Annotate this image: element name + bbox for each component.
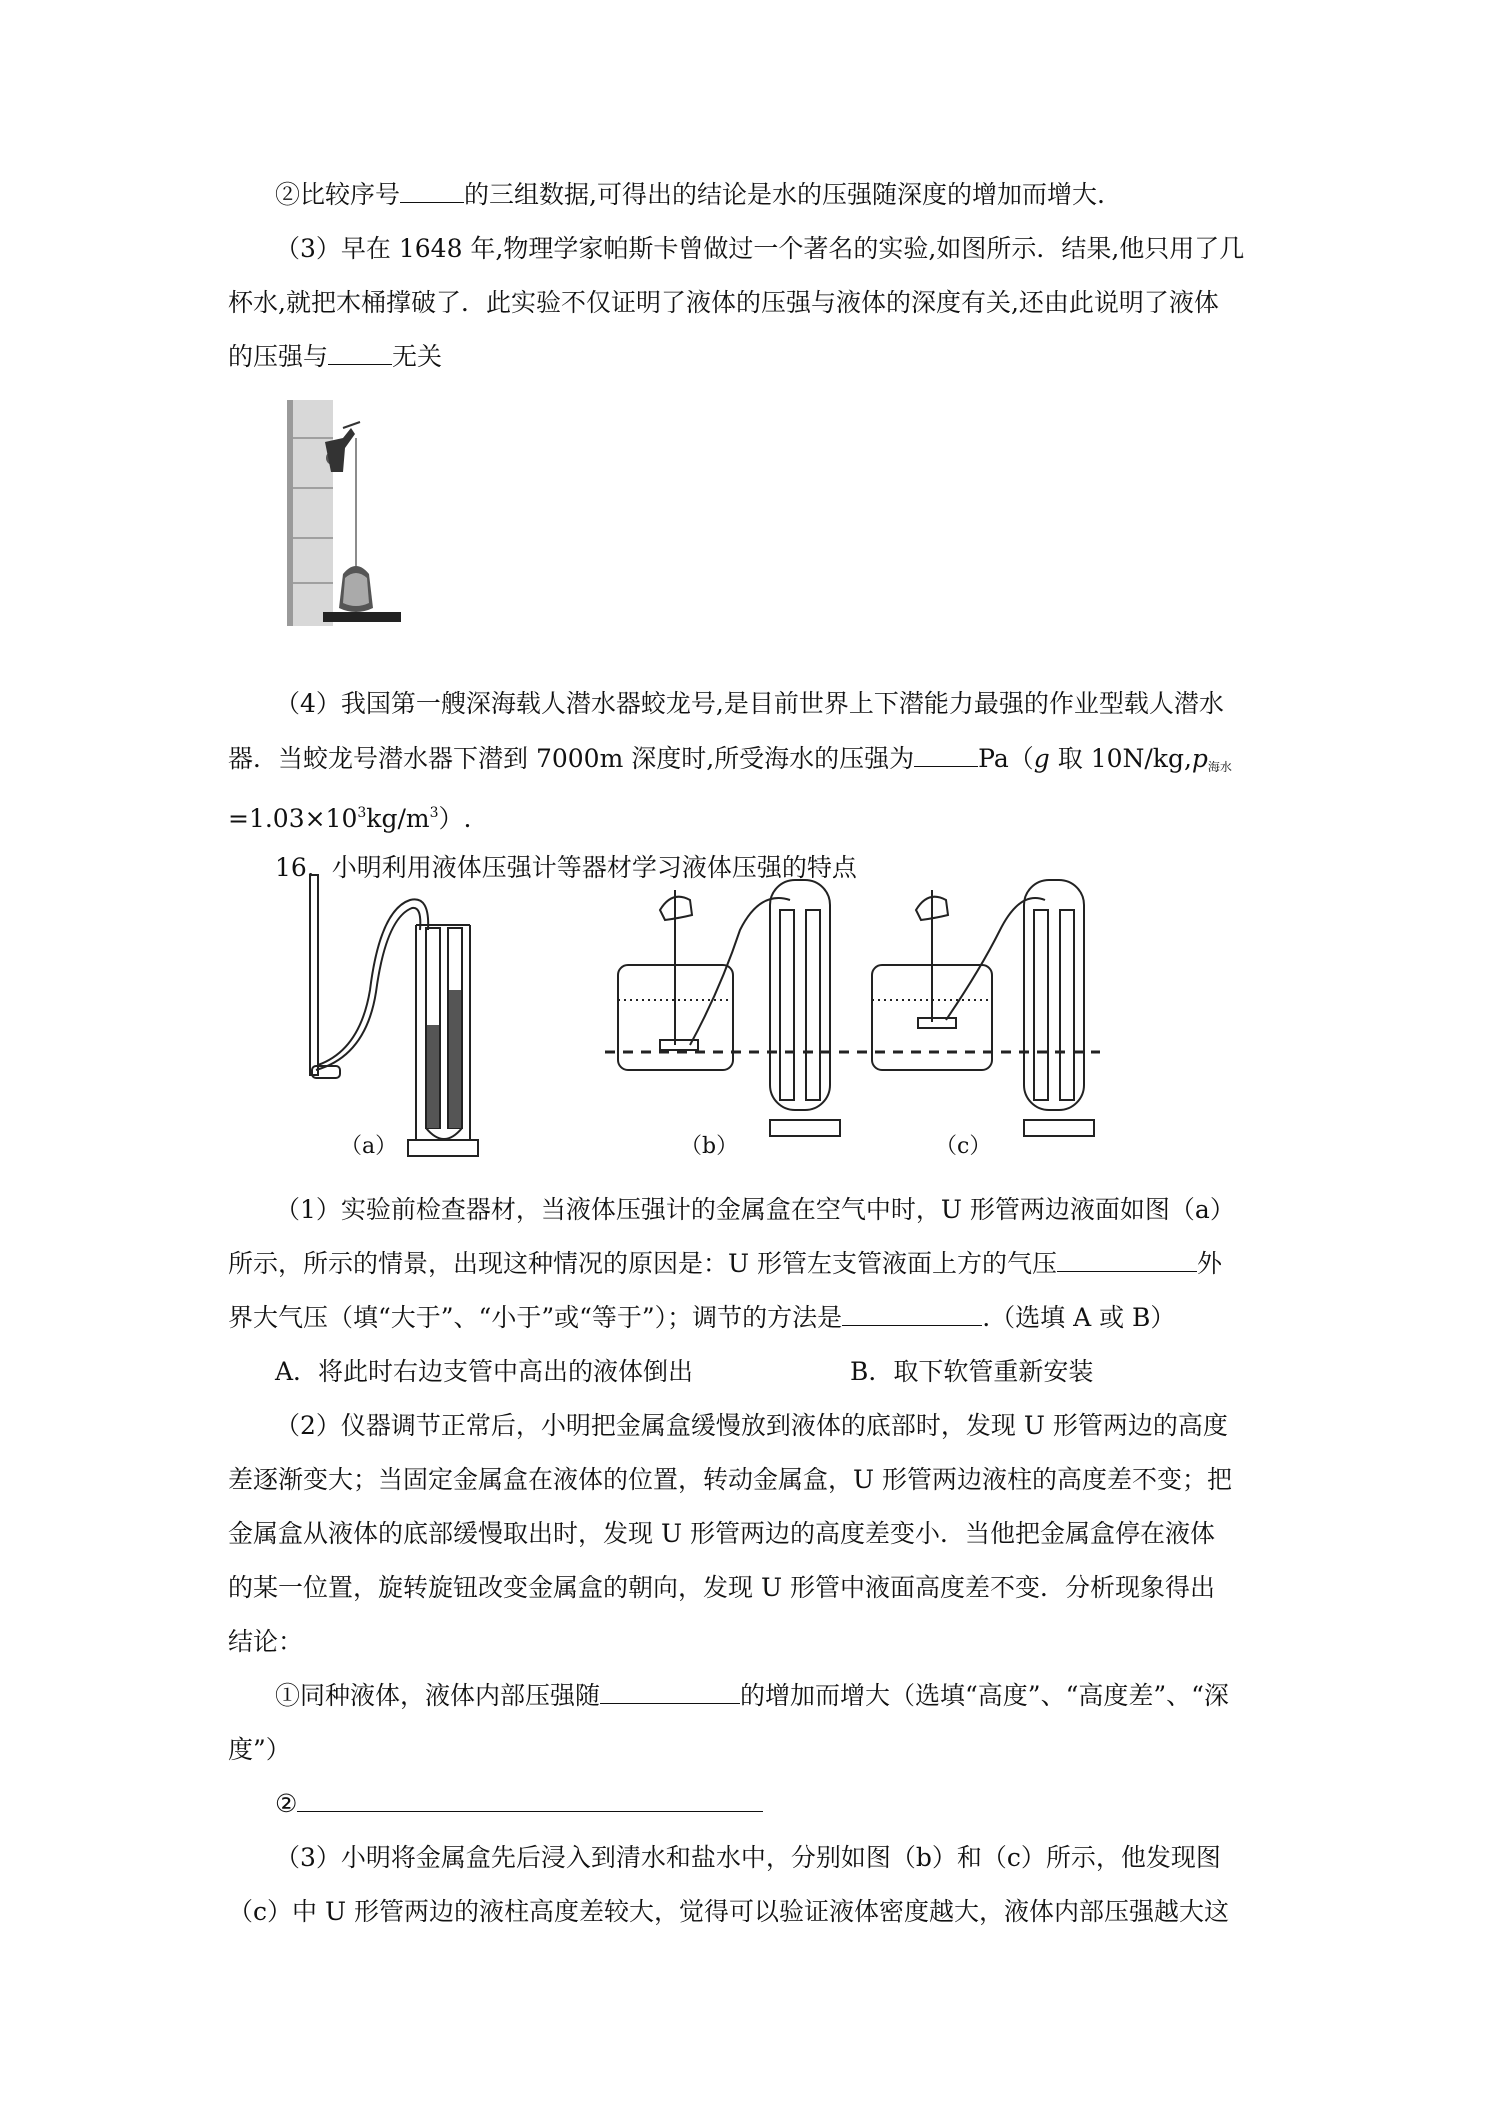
pressure-gauge-figures xyxy=(300,870,1110,1170)
q16-conclusion2: ② xyxy=(275,1787,763,1821)
q16-part2-line4: 的某一位置，旋转旋钮改变金属盒的朝向，发现 U 形管中液面高度差不变．分析现象得出 xyxy=(228,1573,1215,1602)
q16-part1-line3: 界大气压（填“大于”、“小于”或“等于”）；调节的方法是 .（选填 A 或 B） xyxy=(228,1303,1176,1332)
q16-part3-line2: （c）中 U 形管两边的液柱高度差较大，觉得可以验证液体密度越大，液体内部压强越大这 xyxy=(228,1897,1229,1926)
answer-blank[interactable] xyxy=(842,1301,982,1326)
answer-blank[interactable] xyxy=(400,178,464,203)
q16-title: 16．小明利用液体压强计等器材学习液体压强的特点 xyxy=(275,853,857,882)
answer-blank[interactable] xyxy=(1057,1247,1197,1272)
q16-part1-line1: （1）实验前检查器材，当液体压强计的金属盒在空气中时，U 形管两边液面如图（a） xyxy=(275,1195,1235,1224)
q16-part1-line2: 所示，所示的情景，出现这种情况的原因是：U 形管左支管液面上方的气压 外 xyxy=(228,1249,1223,1278)
figure-label-a: （a） xyxy=(340,1134,398,1159)
figure-label-b: （b） xyxy=(680,1134,739,1159)
q15-part3-line2: 杯水,就把木桶撑破了．此实验不仅证明了液体的压强与液体的深度有关,还由此说明了液体 xyxy=(228,288,1219,317)
q16-part3-line1: （3）小明将金属盒先后浸入到清水和盐水中，分别如图（b）和（c）所示，他发现图 xyxy=(275,1843,1221,1872)
option-b: B．取下软管重新安装 xyxy=(850,1357,1094,1386)
q16-conclusion1: ①同种液体，液体内部压强随 的增加而增大（选填“高度”、“高度差”、“深 xyxy=(275,1681,1229,1710)
answer-blank[interactable] xyxy=(328,340,392,365)
q16-part2-line2: 差逐渐变大；当固定金属盒在液体的位置，转动金属盒，U 形管两边液柱的高度差不变；把 xyxy=(228,1465,1233,1494)
q16-part2-line1: （2）仪器调节正常后，小明把金属盒缓慢放到液体的底部时，发现 U 形管两边的高度 xyxy=(275,1411,1228,1440)
option-a: A．将此时右边支管中高出的液体倒出 xyxy=(275,1357,694,1386)
q15-part3-line3: 的压强与 无关 xyxy=(228,342,443,371)
q15-part4-line1: （4）我国第一艘深海载人潜水器蛟龙号,是目前世界上下潜能力最强的作业型载人潜水 xyxy=(275,689,1224,718)
answer-blank[interactable] xyxy=(914,742,978,767)
q15-part3-line1: （3）早在 1648 年,物理学家帕斯卡曾做过一个著名的实验,如图所示．结果,他只用了几 xyxy=(275,234,1245,263)
q16-part2-line3: 金属盒从液体的底部缓慢取出时，发现 U 形管两边的高度差变小．当他把金属盒停在液体 xyxy=(228,1519,1215,1548)
q16-conclusion1-line2: 度”） xyxy=(228,1735,291,1764)
q15-part4-line2: 器．当蛟龙号潜水器下潜到 7000m 深度时,所受海水的压强为 Pa（g 取 $10N/kg,p_{海水}$ xyxy=(228,744,1232,774)
q15-part4-line3: $=1.03\times 10^3kg/m^3$）. xyxy=(228,804,472,833)
answer-blank[interactable] xyxy=(297,1787,763,1812)
q15-part2-line: ②比较序号 的三组数据,可得出的结论是水的压强随深度的增加而增大. xyxy=(275,180,1105,209)
pascal-barrel-figure xyxy=(285,398,405,630)
figure-label-c: （c） xyxy=(935,1134,992,1159)
q16-part2-line5: 结论： xyxy=(228,1627,304,1656)
answer-blank[interactable] xyxy=(600,1679,740,1704)
